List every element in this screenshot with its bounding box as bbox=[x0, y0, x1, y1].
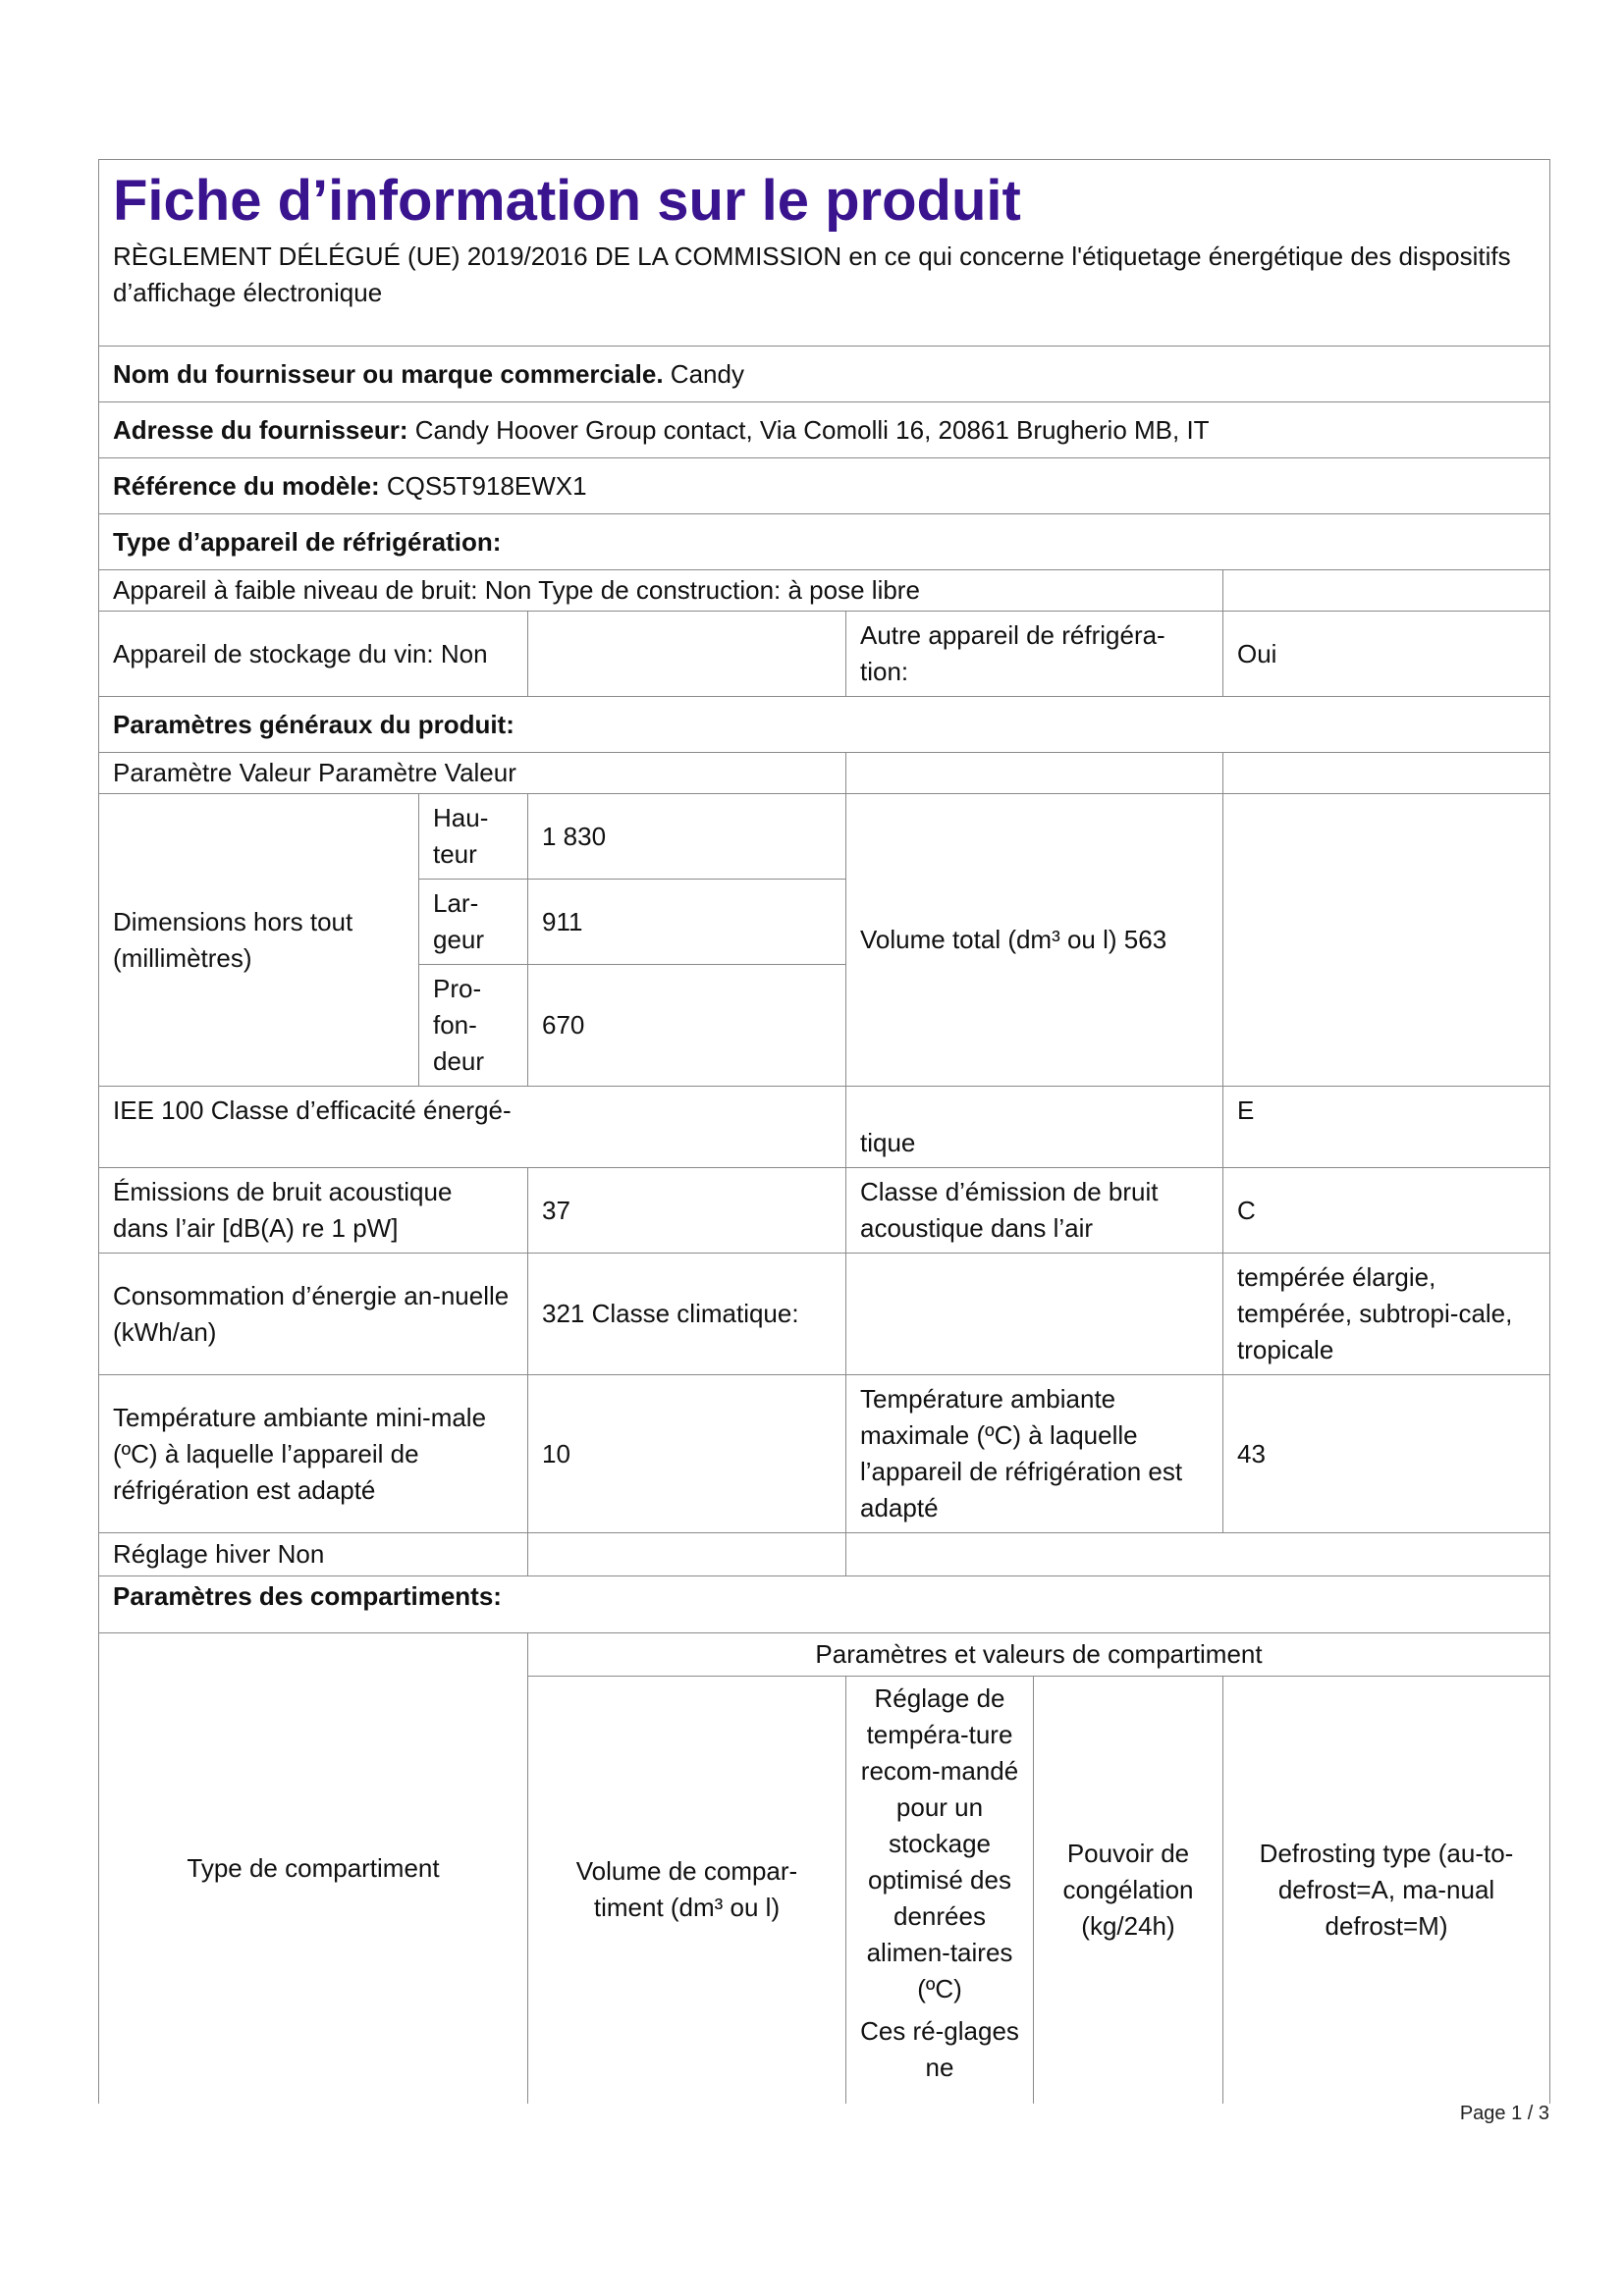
climate-class-value: tempérée élargie, tempérée, subtropi-cale, tropicale bbox=[1223, 1254, 1550, 1375]
supplier-address-row bbox=[99, 402, 1550, 458]
regulation-text: RÈGLEMENT DÉLÉGUÉ (UE) 2019/2016 DE LA COMMISSION en ce qui concerne l'étiquetage énergétique des dispositifs d’affichage électronique bbox=[113, 241, 1511, 307]
eei-suffix: tique bbox=[846, 1087, 1223, 1168]
freezing-capacity-label: Pouvoir de congélation (kg/24h) bbox=[1034, 1677, 1223, 2104]
max-temp-value: 43 bbox=[1223, 1375, 1550, 1533]
recommended-temp-label: Réglage de tempéra-ture recom-mandé pour un stockage optimisé des denrées alimen-taires (ºC) bbox=[860, 1683, 1019, 2003]
height-value: 1 830 bbox=[528, 794, 846, 880]
depth-label: Pro-fon-deur bbox=[419, 965, 528, 1087]
info-table bbox=[98, 159, 1550, 2104]
supplier-name-label: Nom du fournisseur ou marque commerciale. bbox=[113, 358, 664, 389]
min-temp-value: 10 bbox=[528, 1375, 846, 1533]
eei-label: IEE 100 Classe d’efficacité énergé- bbox=[99, 1087, 846, 1168]
other-appliance-value: Oui bbox=[1223, 612, 1550, 697]
appliance-type-heading: Type d’appareil de réfrigération: bbox=[99, 514, 1550, 570]
document-title: Fiche d’information sur le produit bbox=[113, 169, 1021, 233]
total-volume: Volume total (dm³ ou l) 563 bbox=[846, 794, 1223, 1087]
wine-storage-cell: Appareil de stockage du vin: Non bbox=[99, 612, 528, 697]
supplier-address-value: Candy Hoover Group contact, Via Comolli 16, 20861 Brugherio MB, IT bbox=[407, 414, 1210, 445]
empty-cell bbox=[528, 612, 846, 697]
page-number: Page 1 / 3 bbox=[1459, 2103, 1549, 2124]
model-reference-value: CQS5T918EWX1 bbox=[379, 470, 587, 501]
supplier-name-row bbox=[99, 347, 1550, 402]
noise-emission-value: 37 bbox=[528, 1168, 846, 1254]
noise-emission-label: Émissions de bruit acoustique dans l’air [dB(A) re 1 pW] bbox=[99, 1168, 528, 1254]
min-temp-label: Température ambiante mini-male (ºC) à laquelle l’appareil de réfrigération est adapté bbox=[99, 1375, 528, 1533]
model-reference-row bbox=[99, 458, 1550, 514]
winter-setting: Réglage hiver Non bbox=[99, 1533, 528, 1576]
supplier-address-label: Adresse du fournisseur: bbox=[113, 414, 408, 445]
title-block bbox=[99, 160, 1550, 347]
width-value: 911 bbox=[528, 880, 846, 965]
depth-value: 670 bbox=[528, 965, 846, 1087]
empty-cell bbox=[846, 1254, 1223, 1375]
empty-cell bbox=[1223, 794, 1550, 1087]
compartment-type-label: Type de compartiment bbox=[99, 1633, 528, 2104]
energy-class-value: E bbox=[1223, 1087, 1550, 1168]
model-reference-label: Référence du modèle: bbox=[113, 470, 380, 501]
empty-cell bbox=[1223, 753, 1550, 794]
params-header-row: Paramètre Valeur Paramètre Valeur bbox=[99, 753, 846, 794]
defrosting-type-label: Defrosting type (au-to-defrost=A, ma-nual defrost=M) bbox=[1223, 1677, 1550, 2104]
general-params-heading: Paramètres généraux du produit: bbox=[99, 697, 1550, 753]
product-information-sheet bbox=[98, 159, 1549, 2104]
dimensions-label: Dimensions hors tout (millimètres) bbox=[99, 794, 419, 1087]
noise-class-value: C bbox=[1223, 1168, 1550, 1254]
recommended-temp-note: Ces ré-glages ne bbox=[860, 2016, 1019, 2082]
other-appliance-label: Autre appareil de réfrigéra-tion: bbox=[846, 612, 1223, 697]
compartments-heading: Paramètres des compartiments: bbox=[99, 1576, 1550, 1633]
empty-cell bbox=[528, 1533, 846, 1576]
noise-class-label: Classe d’émission de bruit acoustique dans l’air bbox=[846, 1168, 1223, 1254]
supplier-name-value: Candy bbox=[663, 358, 744, 389]
energy-consumption-label: Consommation d’énergie an-nuelle (kWh/an) bbox=[99, 1254, 528, 1375]
compartment-volume-label: Volume de compar-timent (dm³ ou l) bbox=[528, 1677, 846, 2104]
empty-cell bbox=[846, 753, 1223, 794]
width-label: Lar-geur bbox=[419, 880, 528, 965]
low-noise-row: Appareil à faible niveau de bruit: Non Type de construction: à pose libre bbox=[99, 570, 1223, 612]
compartment-group-header: Paramètres et valeurs de compartiment bbox=[528, 1633, 1550, 1677]
empty-cell bbox=[1223, 570, 1550, 612]
energy-consumption-value: 321 Classe climatique: bbox=[528, 1254, 846, 1375]
recommended-temp-cell bbox=[846, 1677, 1034, 2104]
height-label: Hau-teur bbox=[419, 794, 528, 880]
max-temp-label: Température ambiante maximale (ºC) à laquelle l’appareil de réfrigération est adapté bbox=[846, 1375, 1223, 1533]
empty-cell bbox=[846, 1533, 1550, 1576]
